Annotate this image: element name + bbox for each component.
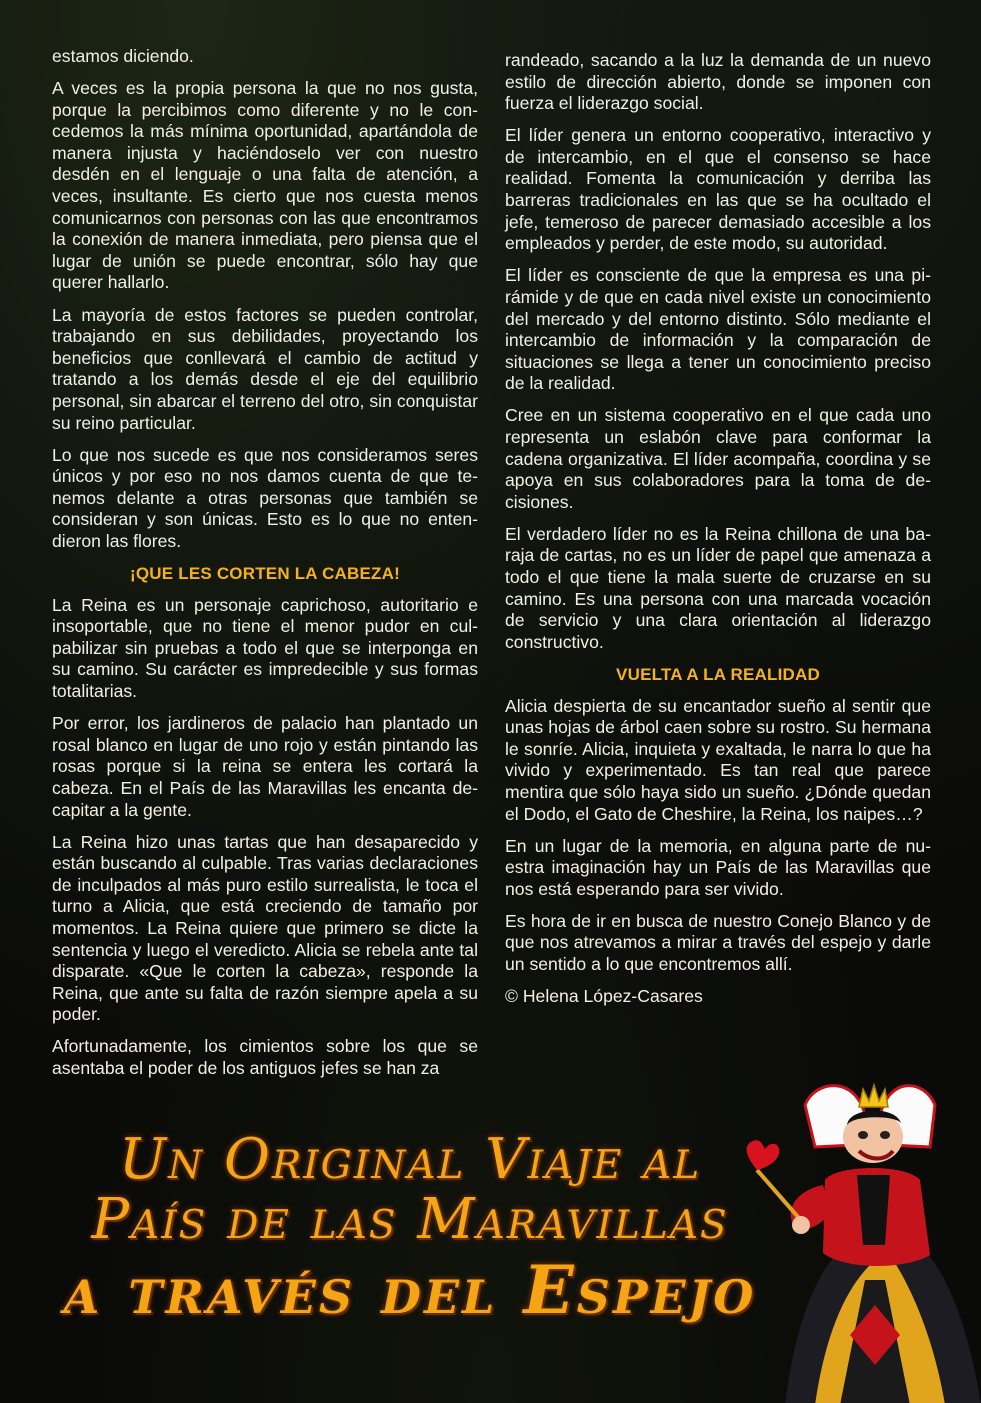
paragraph: La Reina hizo unas tartas que han desaparecido y están buscando al culpable. Tras varias declaraciones de inculpados al más puro estilo surrealista, le toca el turno a Alicia, que está creciendo de tamaño por momentos. La Reina quiere que primero se dicte la sentencia y luego el veredicto. Alicia se rebela ante tal disparate. «Que le corten la cabeza», responde la Reina, que ante su falta de razón siempre apela a su poder. bbox=[52, 831, 478, 1025]
paragraph: El verdadero líder no es la Reina chillona de una baraja de cartas, no es un líder de papel que amenaza a todo el que tiene la mala suerte de cruzarse en su camino. Es una persona con una marcada vocación de servicio y una clara orientación al liderazgo constructivo. bbox=[505, 523, 931, 652]
paragraph: En un lugar de la memoria, en alguna parte de nuestra imaginación hay un País de las Maravillas que nos está esperando para ser vivido. bbox=[505, 835, 931, 899]
paragraph: Alicia despierta de su encantador sueño al sentir que unas hojas de árbol caen sobre su rostro. Su hermana le sonríe. Alicia, inquieta y exaltada, le narra lo que ha vivido y experimentado. Es tan real que parece mentira que sólo haya sido un sueño. ¿Dónde quedan el Dodo, el Gato de Cheshire, la Reina, los naipes…? bbox=[505, 695, 931, 824]
section-heading: ¡QUE LES CORTEN LA CABEZA! bbox=[130, 564, 400, 584]
paragraph: Cree en un sistema cooperativo en el que cada uno representa un eslabón clave para conformar la cadena organizativa. El líder acompaña, coordina y se apoya en sus colaboradores para la toma de decisiones. bbox=[505, 405, 931, 512]
copyright: © Helena López-Casares bbox=[505, 986, 703, 1007]
paragraph: Es hora de ir en busca de nuestro Conejo Blanco y de que nos atrevamos a mirar a través del espejo y darle un sentido a lo que encontremos allí. bbox=[505, 910, 931, 975]
right-column bbox=[505, 50, 931, 1018]
paragraph: randeado, sacando a la luz la demanda de un nuevo estilo de dirección abierto, donde se imponen con fuerza el liderazgo social. bbox=[505, 50, 931, 114]
left-column bbox=[52, 46, 478, 1090]
paragraph: Lo que nos sucede es que nos consideramos seres únicos y por eso no nos damos cuenta de que tenemos delante a otras personas que también se consideran y son únicas. Esto es lo que no entendieron las flores. bbox=[52, 444, 478, 551]
paragraph: Afortunadamente, los cimientos sobre los que se asentaba el poder de los antiguos jefes se han za bbox=[52, 1036, 478, 1079]
title-line: País de las Maravillas bbox=[91, 1187, 729, 1252]
paragraph: La mayoría de estos factores se pueden controlar, trabajando en sus debilidades, proyectando los beneficios que conllevará el cambio de actitud y tratando a los demás desde el eje del equilibrio personal, sin abarcar el terreno del otro, sin conquistar su reino particular. bbox=[52, 304, 478, 433]
paragraph: Por error, los jardineros de palacio han plantado un rosal blanco en lugar de uno rojo y están pintando las rosas porque si la reina se entera les cortará la cabeza. En el País de las Maravillas les encanta decapitar a la gente. bbox=[52, 713, 478, 820]
paragraph: La Reina es un personaje caprichoso, autoritario e insoportable, que no tiene el menor pudor en culpabilizar sin pruebas a todo el que se interponga en su camino. Su carácter es impredecible y sus formas totalitarias. bbox=[52, 594, 478, 702]
paragraph: El líder genera un entorno cooperativo, interactivo y de intercambio, en el que el consenso se hace realidad. Fomenta la comunicación y derriba las barreras tradicionales en las que se ha ocultado el jefe, temeroso de parecer demasiado accesible a los empleados y perder, de este modo, su autoridad. bbox=[505, 125, 931, 254]
section-heading: VUELTA A LA REALIDAD bbox=[616, 664, 820, 684]
paragraph: A veces es la propia persona la que no nos gusta, porque la percibimos como diferente y no le concedemos la más mínima oportunidad, apartándola de manera injusta y haciéndoselo ver con nuestro desdén en el lenguaje o una falta de atención, a veces, insultante. Es cierto que nos cuesta menos comunicarnos con personas con las que encontramos la conexión de manera inmediata, pero piensa que el lugar de unión se puede encontrar, sólo hay que querer hallarlo. bbox=[52, 78, 478, 293]
paragraph: El líder es consciente de que la empresa es una pirámide y de que en cada nivel existe un conocimiento del mercado y del entorno distinto. Sólo mediante el intercambio de información y la comparación de situaciones se llega a tener un conocimiento preciso de la realidad. bbox=[505, 265, 931, 394]
paragraph: estamos diciendo. bbox=[52, 46, 194, 66]
title-line: a través del Espejo bbox=[63, 1251, 757, 1329]
page-title bbox=[40, 1127, 780, 1330]
title-line: Un Original Viaje al bbox=[118, 1127, 702, 1192]
queen-of-hearts-illustration bbox=[745, 1075, 981, 1403]
